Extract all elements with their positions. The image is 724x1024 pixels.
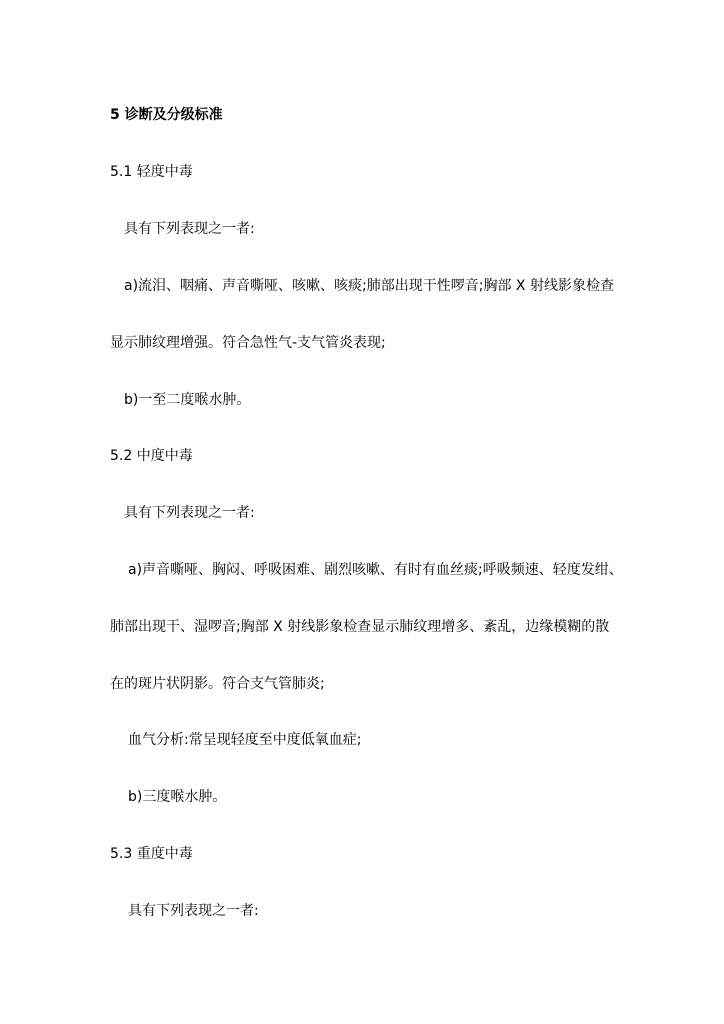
severe-heading: 5.3 重度中毒 [110, 846, 193, 862]
moderate-intro: 具有下列表现之一者: [124, 505, 255, 521]
severe-intro: 具有下列表现之一者: [128, 903, 259, 919]
moderate-item-a-line2: 肺部出现干、湿啰音;胸部 X 射线影象检查显示肺纹理增多、紊乱，边缘模糊的散 [110, 619, 610, 635]
moderate-item-a-line1: a)声音嘶哑、胸闷、呼吸困难、剧烈咳嗽、有时有血丝痰;呼吸频速、轻度发绀、 [128, 562, 623, 578]
moderate-heading: 5.2 中度中毒 [110, 448, 193, 464]
moderate-item-b: b)三度喉水肿。 [128, 789, 227, 805]
mild-item-a-line1: a)流泪、咽痛、声音嘶哑、咳嗽、咳痰;肺部出现干性啰音;胸部 X 射线影象检查 [124, 278, 614, 294]
mild-intro: 具有下列表现之一者: [124, 221, 255, 237]
moderate-item-a-line3: 在的斑片状阴影。符合支气管肺炎; [110, 676, 325, 692]
mild-heading: 5.1 轻度中毒 [110, 164, 193, 180]
mild-item-a-line2: 显示肺纹理增强。符合急性气-支气管炎表现; [110, 335, 386, 351]
moderate-blood-gas: 血气分析:常呈现轻度至中度低氧血症; [128, 732, 362, 748]
mild-item-b: b)一至二度喉水肿。 [124, 392, 251, 408]
section-heading: 5 诊断及分级标准 [110, 107, 223, 123]
